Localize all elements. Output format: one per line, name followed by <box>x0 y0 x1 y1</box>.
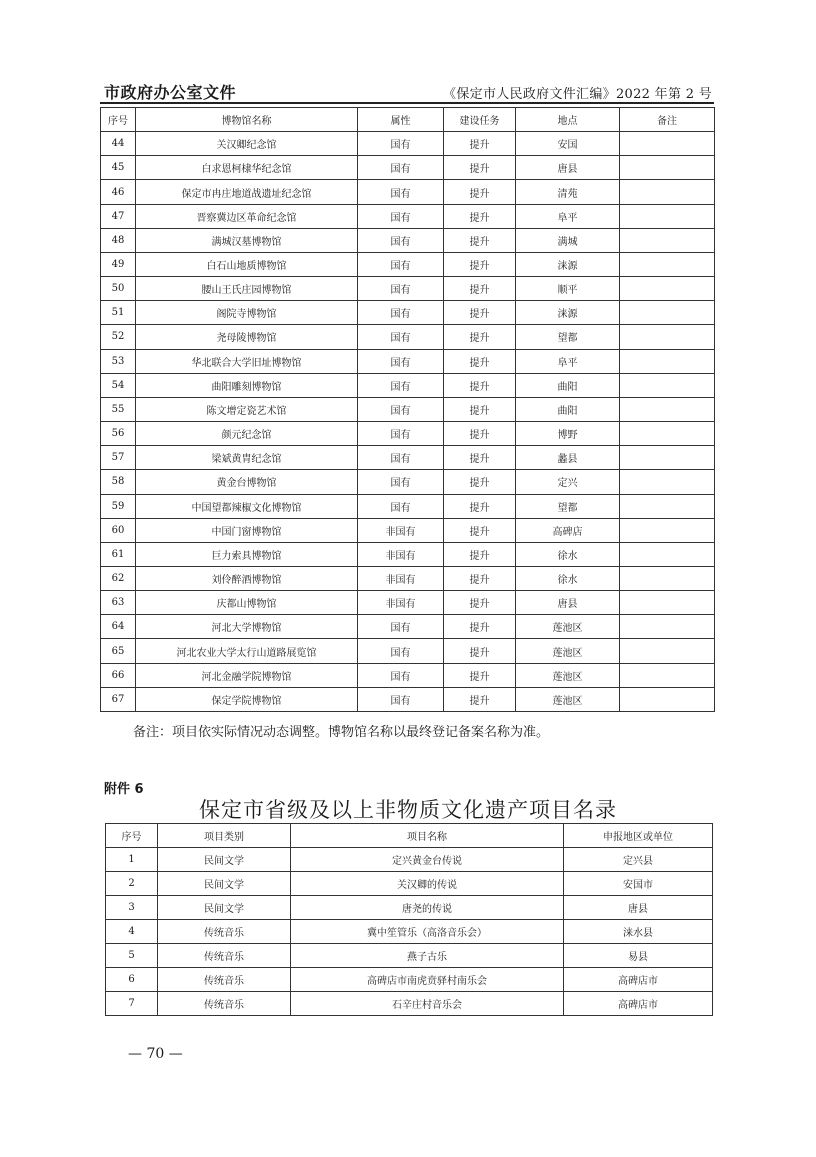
table-cell <box>620 687 715 711</box>
table-cell <box>620 349 715 373</box>
table-cell: 刘伶醉酒博物馆 <box>136 566 358 590</box>
table-cell: 提升 <box>444 494 516 518</box>
table-row <box>101 663 715 687</box>
table-cell: 满城汉墓博物馆 <box>136 228 358 252</box>
table-cell: 提升 <box>444 180 516 204</box>
table-cell: 传统音乐 <box>158 992 291 1016</box>
table-cell: 莲池区 <box>516 663 620 687</box>
table-cell: 望都 <box>516 325 620 349</box>
table-row <box>101 566 715 590</box>
header-section-title: 市政府办公室文件 <box>104 83 237 102</box>
table-cell: 涞源 <box>516 301 620 325</box>
table-cell: 提升 <box>444 422 516 446</box>
table-cell: 60 <box>101 518 136 542</box>
table-cell <box>620 277 715 301</box>
table-cell: 49 <box>101 252 136 276</box>
table-cell: 白求恩柯棣华纪念馆 <box>136 156 358 180</box>
table-cell: 3 <box>106 896 158 920</box>
table-cell: 48 <box>101 228 136 252</box>
table-cell: 非国有 <box>358 566 444 590</box>
table-row <box>101 494 715 518</box>
table-cell: 安国 <box>516 132 620 156</box>
table-cell: 保定学院博物馆 <box>136 687 358 711</box>
table-cell: 民间文学 <box>158 848 291 872</box>
table-cell <box>620 542 715 566</box>
table-cell: 提升 <box>444 470 516 494</box>
table-cell: 中国门窗博物馆 <box>136 518 358 542</box>
table-cell: 提升 <box>444 373 516 397</box>
table-cell: 燕子古乐 <box>291 944 564 968</box>
table-cell: 55 <box>101 397 136 421</box>
table-cell: 关汉卿纪念馆 <box>136 132 358 156</box>
table-row <box>101 518 715 542</box>
table-cell <box>620 180 715 204</box>
table-cell: 曲阳 <box>516 373 620 397</box>
table-row <box>101 349 715 373</box>
table-cell <box>620 422 715 446</box>
table-cell: 蠡县 <box>516 446 620 470</box>
table-cell: 梁斌黄胄纪念馆 <box>136 446 358 470</box>
table-cell: 保定市冉庄地道战遗址纪念馆 <box>136 180 358 204</box>
museum-table-header <box>101 108 715 132</box>
table-row <box>106 896 713 920</box>
table-cell: 国有 <box>358 470 444 494</box>
table-row <box>101 252 715 276</box>
table-cell <box>620 156 715 180</box>
column-header: 项目类别 <box>158 824 291 848</box>
table-cell: 提升 <box>444 301 516 325</box>
table-cell: 庆都山博物馆 <box>136 591 358 615</box>
table-cell: 徐水 <box>516 542 620 566</box>
table-row <box>101 615 715 639</box>
table-cell <box>620 397 715 421</box>
table-row <box>101 301 715 325</box>
table-cell: 传统音乐 <box>158 968 291 992</box>
table-row <box>101 156 715 180</box>
table-cell: 民间文学 <box>158 896 291 920</box>
table-cell: 传统音乐 <box>158 920 291 944</box>
table-cell: 清苑 <box>516 180 620 204</box>
table-cell: 50 <box>101 277 136 301</box>
table-cell: 国有 <box>358 397 444 421</box>
column-header: 地点 <box>516 108 620 132</box>
table-cell <box>620 228 715 252</box>
table-cell: 提升 <box>444 639 516 663</box>
table-cell: 非国有 <box>358 518 444 542</box>
table-cell: 47 <box>101 204 136 228</box>
table-cell: 尧母陵博物馆 <box>136 325 358 349</box>
table-row <box>101 639 715 663</box>
table-cell: 国有 <box>358 615 444 639</box>
table-cell: 唐县 <box>516 156 620 180</box>
table-cell: 提升 <box>444 252 516 276</box>
table-cell: 56 <box>101 422 136 446</box>
heritage-title: 保定市省级及以上非物质文化遗产项目名录 <box>199 798 617 822</box>
heritage-table-header <box>106 824 713 848</box>
table-cell: 腰山王氏庄园博物馆 <box>136 277 358 301</box>
table-cell: 国有 <box>358 204 444 228</box>
table-cell <box>620 373 715 397</box>
table-cell: 65 <box>101 639 136 663</box>
table-row <box>101 542 715 566</box>
table-cell: 66 <box>101 663 136 687</box>
table-cell: 曲阳 <box>516 397 620 421</box>
table-cell: 定兴黄金台传说 <box>291 848 564 872</box>
table-cell: 河北金融学院博物馆 <box>136 663 358 687</box>
table-cell <box>620 494 715 518</box>
table-cell: 提升 <box>444 325 516 349</box>
table-cell <box>620 518 715 542</box>
table-cell: 华北联合大学旧址博物馆 <box>136 349 358 373</box>
table-row <box>101 204 715 228</box>
column-header: 博物馆名称 <box>136 108 358 132</box>
table-cell: 国有 <box>358 277 444 301</box>
table-row <box>106 920 713 944</box>
table-cell: 国有 <box>358 132 444 156</box>
table-cell: 国有 <box>358 252 444 276</box>
column-header: 序号 <box>106 824 158 848</box>
table-row <box>101 422 715 446</box>
page-number: — 70 — <box>128 1046 183 1062</box>
table-cell: 62 <box>101 566 136 590</box>
table-cell: 提升 <box>444 542 516 566</box>
table-cell <box>620 132 715 156</box>
table-cell: 45 <box>101 156 136 180</box>
table-cell: 易县 <box>564 944 713 968</box>
table-cell: 国有 <box>358 422 444 446</box>
table-cell: 提升 <box>444 687 516 711</box>
table-cell: 高碑店 <box>516 518 620 542</box>
table-cell: 国有 <box>358 687 444 711</box>
table-cell <box>620 301 715 325</box>
table-cell: 国有 <box>358 446 444 470</box>
table-cell: 提升 <box>444 156 516 180</box>
table-row <box>101 180 715 204</box>
header-divider <box>100 102 714 104</box>
table-cell <box>620 446 715 470</box>
table-cell: 国有 <box>358 301 444 325</box>
table-cell <box>620 325 715 349</box>
table-cell: 国有 <box>358 156 444 180</box>
table-cell: 64 <box>101 615 136 639</box>
table-cell: 高碑店市 <box>564 992 713 1016</box>
table-cell: 石辛庄村音乐会 <box>291 992 564 1016</box>
table-cell: 59 <box>101 494 136 518</box>
table-cell: 陈文增定瓷艺术馆 <box>136 397 358 421</box>
table-row <box>106 944 713 968</box>
table-row <box>106 968 713 992</box>
table-cell: 非国有 <box>358 542 444 566</box>
table-cell: 关汉卿的传说 <box>291 872 564 896</box>
table-cell: 44 <box>101 132 136 156</box>
table-cell <box>620 204 715 228</box>
table-cell: 54 <box>101 373 136 397</box>
table-row <box>101 277 715 301</box>
table-cell: 国有 <box>358 325 444 349</box>
table-cell: 国有 <box>358 663 444 687</box>
table-cell: 国有 <box>358 349 444 373</box>
table-cell: 63 <box>101 591 136 615</box>
table-row <box>106 848 713 872</box>
table-row <box>106 992 713 1016</box>
table-cell: 阁院寺博物馆 <box>136 301 358 325</box>
table-cell: 徐水 <box>516 566 620 590</box>
table-cell: 唐尧的传说 <box>291 896 564 920</box>
table-cell: 国有 <box>358 180 444 204</box>
table-cell <box>620 591 715 615</box>
table-row <box>101 687 715 711</box>
table-row <box>101 446 715 470</box>
table-cell: 曲阳雕刻博物馆 <box>136 373 358 397</box>
table-cell: 5 <box>106 944 158 968</box>
heritage-table <box>105 823 713 1016</box>
table-cell: 莲池区 <box>516 615 620 639</box>
table-cell: 提升 <box>444 228 516 252</box>
table-row <box>101 397 715 421</box>
table-cell <box>620 566 715 590</box>
table-cell <box>620 470 715 494</box>
table-cell: 4 <box>106 920 158 944</box>
table-cell: 巨力索具博物馆 <box>136 542 358 566</box>
table-cell: 52 <box>101 325 136 349</box>
table-cell: 顺平 <box>516 277 620 301</box>
table-cell: 黄金台博物馆 <box>136 470 358 494</box>
column-header: 序号 <box>101 108 136 132</box>
annex-label: 附件 6 <box>104 782 144 797</box>
table-cell <box>620 639 715 663</box>
table-cell: 7 <box>106 992 158 1016</box>
table-cell: 提升 <box>444 518 516 542</box>
table-cell: 颜元纪念馆 <box>136 422 358 446</box>
table-cell: 6 <box>106 968 158 992</box>
table-cell: 57 <box>101 446 136 470</box>
table-cell: 定兴 <box>516 470 620 494</box>
table-cell: 提升 <box>444 566 516 590</box>
table-cell: 高碑店市南虎贲驿村南乐会 <box>291 968 564 992</box>
table-cell: 提升 <box>444 132 516 156</box>
table-cell: 提升 <box>444 446 516 470</box>
table-cell: 46 <box>101 180 136 204</box>
table-cell: 提升 <box>444 397 516 421</box>
column-header: 项目名称 <box>291 824 564 848</box>
column-header: 属性 <box>358 108 444 132</box>
table-cell <box>620 615 715 639</box>
table-cell: 2 <box>106 872 158 896</box>
table-cell: 中国望都辣椒文化博物馆 <box>136 494 358 518</box>
table-cell: 51 <box>101 301 136 325</box>
table-cell: 唐县 <box>564 896 713 920</box>
table-cell: 国有 <box>358 228 444 252</box>
table-cell: 莲池区 <box>516 687 620 711</box>
table-cell: 61 <box>101 542 136 566</box>
table-cell: 传统音乐 <box>158 944 291 968</box>
table-cell: 提升 <box>444 204 516 228</box>
table-cell: 安国市 <box>564 872 713 896</box>
table-row <box>101 325 715 349</box>
table-row <box>101 132 715 156</box>
column-header: 申报地区或单位 <box>564 824 713 848</box>
table-cell: 提升 <box>444 591 516 615</box>
table-cell: 河北大学博物馆 <box>136 615 358 639</box>
table-cell: 国有 <box>358 373 444 397</box>
table-cell: 国有 <box>358 639 444 663</box>
table-cell: 高碑店市 <box>564 968 713 992</box>
table-cell: 非国有 <box>358 591 444 615</box>
table-row <box>101 591 715 615</box>
table-cell: 定兴县 <box>564 848 713 872</box>
column-header: 建设任务 <box>444 108 516 132</box>
museum-table <box>100 107 715 712</box>
table-note: 备注：项目依实际情况动态调整。博物馆名称以最终登记备案名称为准。 <box>133 725 550 740</box>
table-cell: 白石山地质博物馆 <box>136 252 358 276</box>
header-publication-title: 《保定市人民政府文件汇编》2022 年第 2 号 <box>443 87 712 102</box>
table-row <box>101 373 715 397</box>
table-cell: 河北农业大学太行山道路展览馆 <box>136 639 358 663</box>
table-cell: 晋察冀边区革命纪念馆 <box>136 204 358 228</box>
table-cell: 满城 <box>516 228 620 252</box>
column-header: 备注 <box>620 108 715 132</box>
table-cell: 提升 <box>444 663 516 687</box>
table-cell: 58 <box>101 470 136 494</box>
table-cell: 望都 <box>516 494 620 518</box>
table-cell: 提升 <box>444 277 516 301</box>
table-cell: 1 <box>106 848 158 872</box>
table-cell: 67 <box>101 687 136 711</box>
table-cell <box>620 663 715 687</box>
table-cell: 莲池区 <box>516 639 620 663</box>
table-cell: 阜平 <box>516 204 620 228</box>
table-cell: 唐县 <box>516 591 620 615</box>
table-row <box>101 228 715 252</box>
table-cell: 冀中笙管乐（高洛音乐会） <box>291 920 564 944</box>
table-cell <box>620 252 715 276</box>
table-row <box>101 470 715 494</box>
table-cell: 提升 <box>444 349 516 373</box>
table-cell: 涞水县 <box>564 920 713 944</box>
table-cell: 阜平 <box>516 349 620 373</box>
table-cell: 53 <box>101 349 136 373</box>
table-cell: 涞源 <box>516 252 620 276</box>
table-row <box>106 872 713 896</box>
table-cell: 民间文学 <box>158 872 291 896</box>
table-cell: 博野 <box>516 422 620 446</box>
table-cell: 提升 <box>444 615 516 639</box>
table-cell: 国有 <box>358 494 444 518</box>
